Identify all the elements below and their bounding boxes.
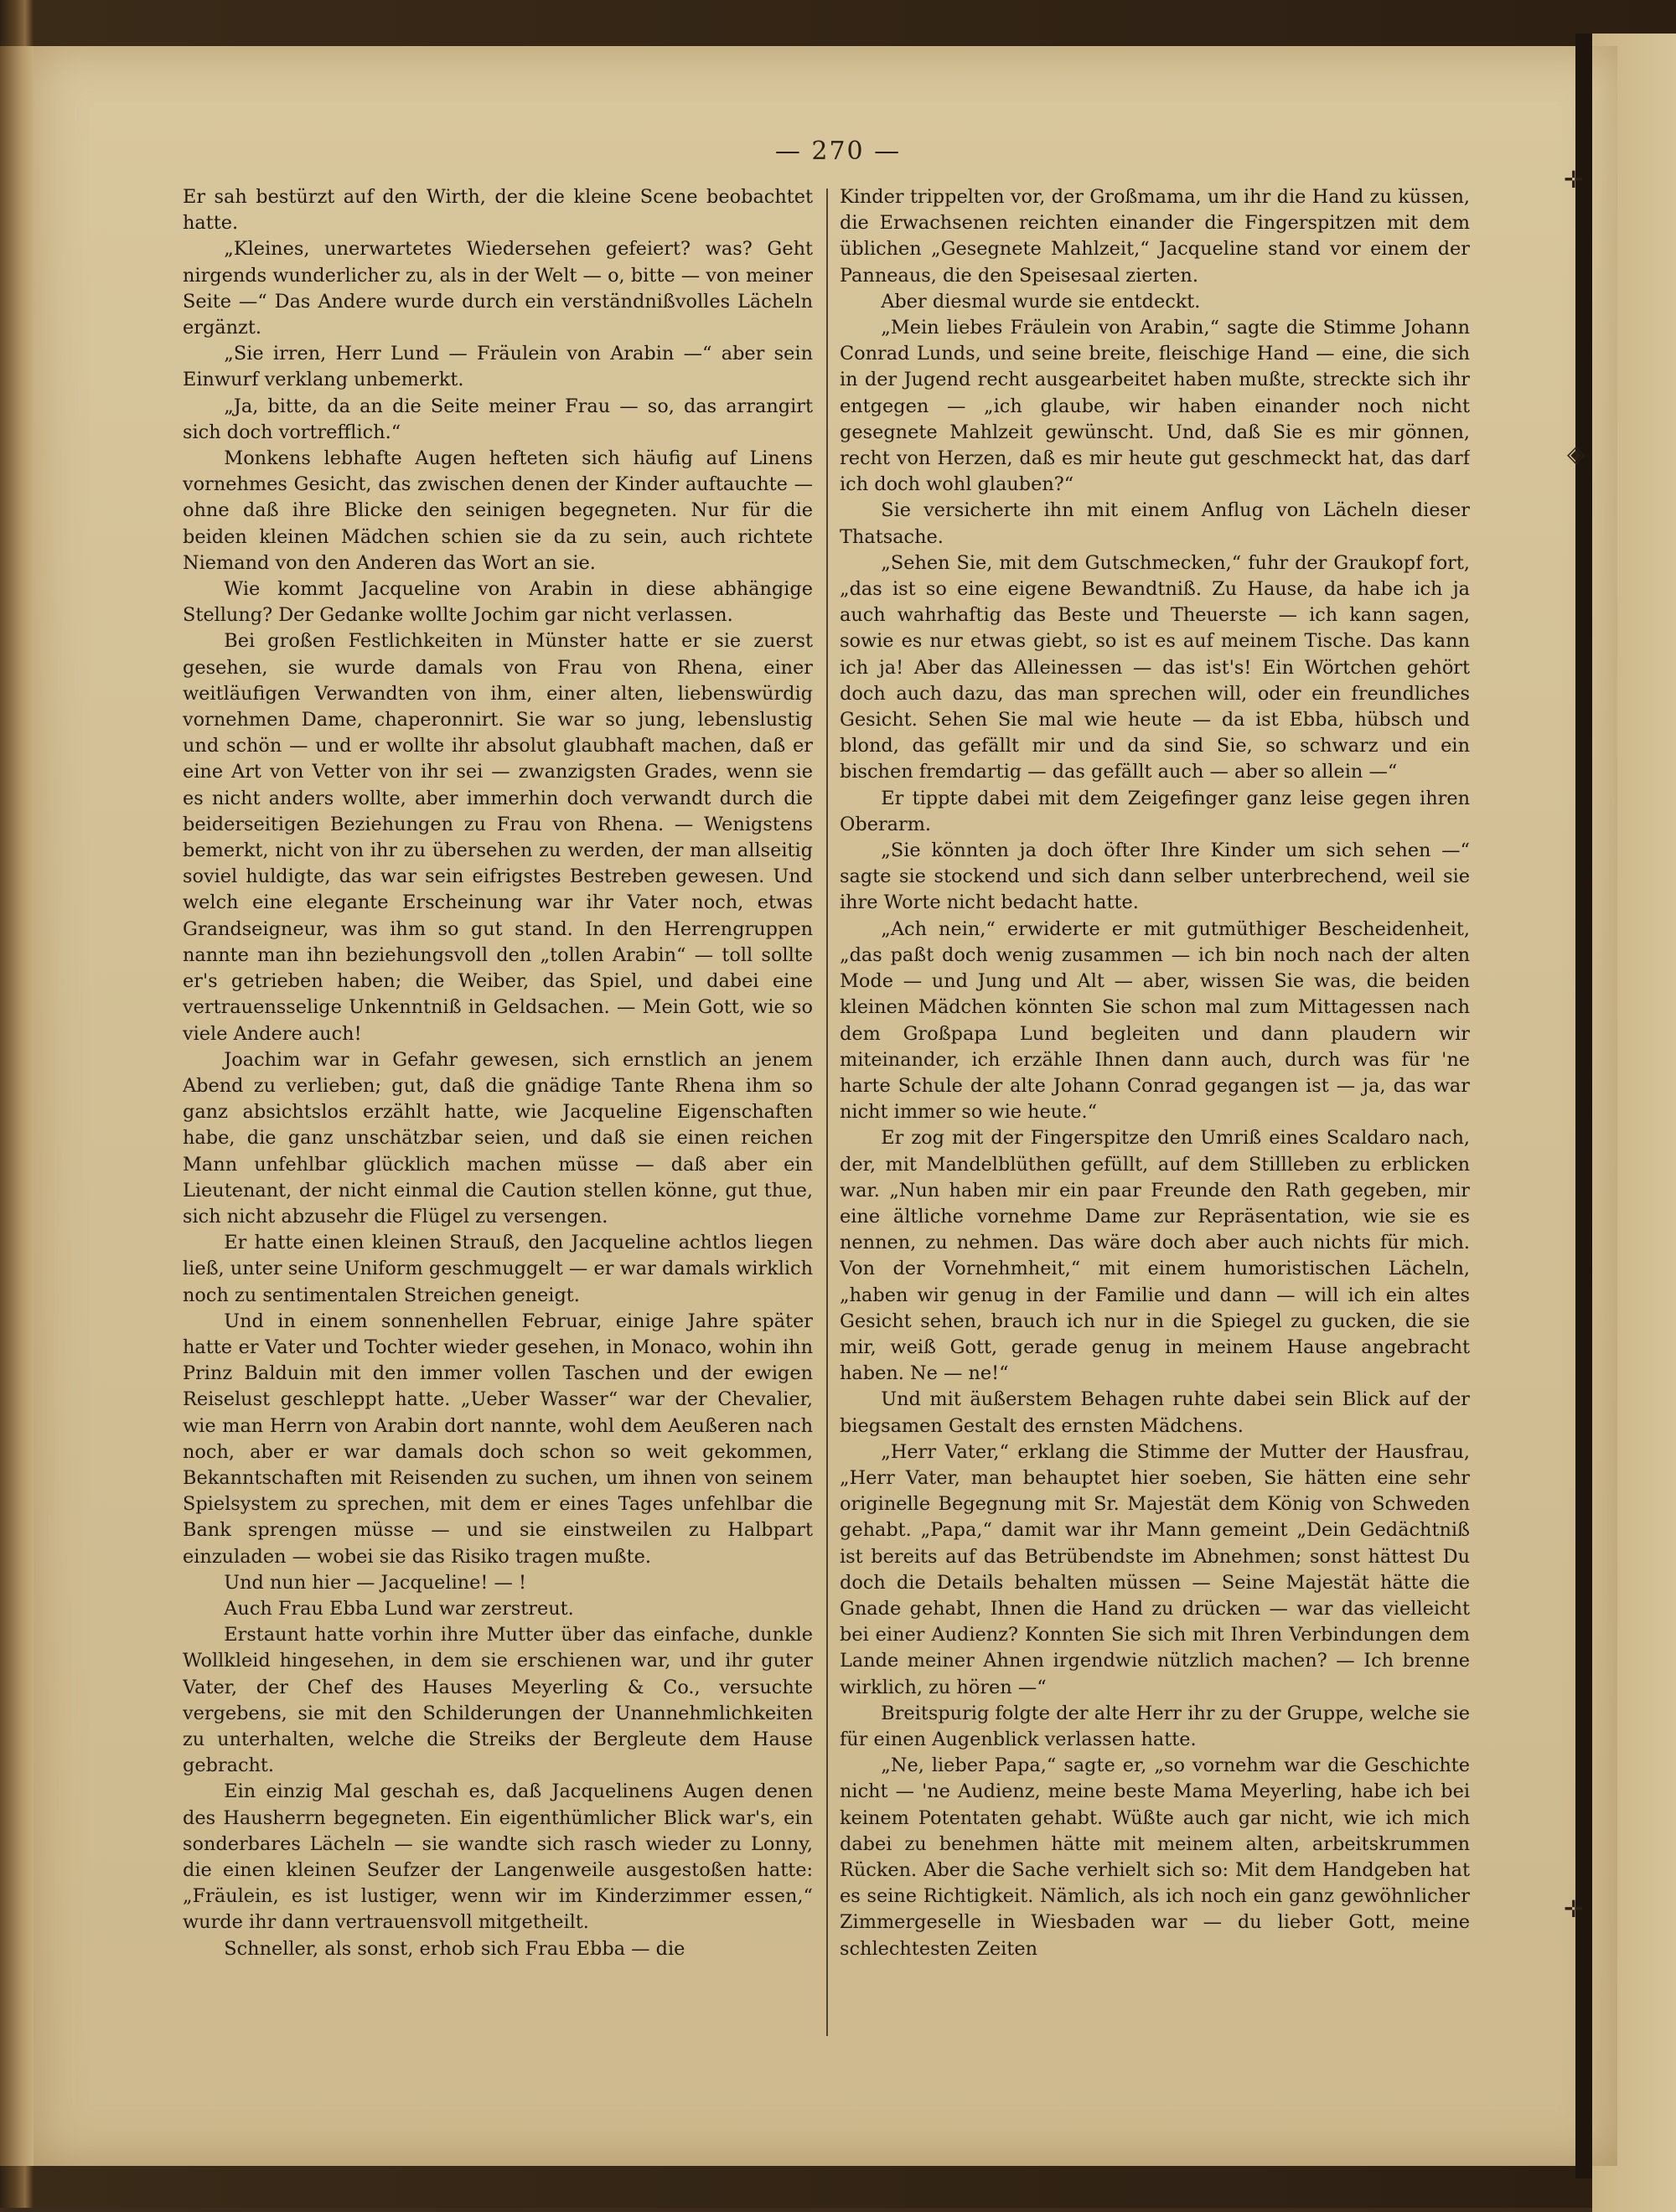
paragraph: Erstaunt hatte vorhin ihre Mutter über das einfache, dunkle Wollkleid hingesehen, in dem sie erschienen war, und ihr guter Vater, der Chef des Hauses Meyerling & Co., versuchte vergebens, sie mit den Schilderungen der Unannehmlichkeiten zu unterhalten, welche die Streiks der Bergleute dem Hause gebracht.: [183, 1624, 813, 1777]
paragraph: Sie versicherte ihn mit einem Anflug von Lächeln dieser Thatsache.: [840, 499, 1470, 548]
paragraph: Ein einzig Mal geschah es, daß Jacquelinens Augen denen des Hausherrn begegneten. Ein eigenthümlicher Blick war's, ein sonderbares Lächeln — sie wandte sich rasch wieder zu Lonny, die einen kleinen Seufzer der Langenweile ausgestoßen hatte: „Fräulein, es ist lustiger, wenn wir im Kinderzimmer essen,“ wurde ihr dann vertrauensvoll mitgetheilt.: [183, 1780, 813, 1934]
paragraph: „Herr Vater,“ erklang die Stimme der Mutter der Hausfrau, „Herr Vater, man behauptet hier soeben, Sie hätten eine sehr originelle Begegnung mit Sr. Majestät dem König von Schweden gehabt. „Papa,“ damit war ihr Mann gemeint „Dein Gedächtniß ist bereits auf das Betrübendste im Abnehmen; sonst hättest Du doch die Details behalten müssen — Seine Majestät hätte die Gnade gehabt, Ihnen die Hand zu drücken — war das vielleicht bei einer Audienz? Konnten Sie sich mit Ihren Verbindungen dem Lande meiner Ahnen irgendwie nützlich machen? — Ich brenne wirklich, zu hören —“: [840, 1440, 1470, 1698]
paragraph: Er hatte einen kleinen Strauß, den Jacqueline achtlos liegen ließ, unter seine Uniform geschmuggelt — er war damals wirklich noch zu sentimentalen Streichen geneigt.: [183, 1232, 813, 1306]
paragraph: „Sie könnten ja doch öfter Ihre Kinder um sich sehen —“ sagte sie stockend und sich dann selber unterbrechend, weil sie ihre Worte nicht bedacht hatte.: [840, 840, 1470, 914]
paragraph: „Ja, bitte, da an die Seite meiner Frau — so, das arrangirt sich doch vortrefflich.“: [183, 395, 813, 443]
paragraph: Und in einem sonnenhellen Februar, einige Jahre später hatte er Vater und Tochter wieder gesehen, in Monaco, wohin ihn Prinz Balduin mit den immer vollen Taschen und der ewigen Reiselust geschleppt hatte. „Ueber Wasser“ war der Chevalier, wie man Herrn von Arabin dort nannte, wohl dem Aeußeren nach noch, aber er war damals doch schon so weit gekommen, Bekanntschaften mit Reisenden zu suchen, um ihnen von seinem Spielsystem zu sprechen, mit dem er eines Tages unfehlbar die Bank sprengen müsse — und sie einstweilen zu Halbpart einzuladen — wobei sie das Risiko tragen mußte.: [183, 1310, 813, 1568]
paragraph: „Kleines, unerwartetes Wiedersehen gefeiert? was? Geht nirgends wunderlicher zu, als in der Welt — o, bitte — von meiner Seite —“ Das Andere wurde durch ein verständnißvolles Lächeln ergänzt.: [183, 238, 813, 339]
paragraph: Kinder trippelten vor, der Großmama, um ihr die Hand zu küssen, die Erwachsenen reichten einander die Fingerspitzen mit dem üblichen „Gesegnete Mahlzeit,“ Jacqueline stand vor einem der Panneaus, die den Speisesaal zierten.: [840, 186, 1470, 287]
paragraph: „Sie irren, Herr Lund — Fräulein von Arabin —“ aber sein Einwurf verklang unbemerkt.: [183, 343, 813, 391]
diamond-mark-icon: ◈: [1567, 440, 1585, 468]
paragraph: „Sehen Sie, mit dem Gutschmecken,“ fuhr der Graukopf fort, „das ist so eine eigene Bewandtniß. Zu Hause, da habe ich ja auch wahrhaftig das Beste und Theuerste — ich kann sagen, sowie es nur etwas giebt, so ist es auf meinem Tische. Das kann ich ja! Aber das Alleinessen — das ist's! Ein Wörtchen gehört doch auch dazu, das man sprechen will, oder ein freundliches Gesicht. Sehen Sie mal wie heute — da ist Ebba, hübsch und blond, das gefällt mir und da sind Sie, so schwarz und ein bischen fremdartig — das gefällt auch — aber so allein —“: [840, 551, 1470, 783]
paragraph: Und nun hier — Jacqueline! — !: [224, 1571, 527, 1594]
crosshair-mark-icon: ✛: [1564, 166, 1584, 194]
paragraph: „Mein liebes Fräulein von Arabin,“ sagte die Stimme Johann Conrad Lunds, und seine breite, fleischige Hand — eine, die sich in der Jugend recht ausgearbeitet haben mußte, streckte sich ihr entgegen — „ich glaube, wir haben einander noch nicht gesegnete Mahlzeit gewünscht. Und, daß Sie es mir gönnen, recht von Herzen, daß es mir heute gut geschmeckt hat, das darf ich doch wohl glauben?“: [840, 317, 1470, 496]
paragraph: Und mit äußerstem Behagen ruhte dabei sein Blick auf der biegsamen Gestalt des ernsten Mädchens.: [840, 1388, 1470, 1437]
paragraph: Bei großen Festlichkeiten in Münster hatte er sie zuerst gesehen, sie wurde damals von Frau von Rhena, einer weitläufigen Verwandten von ihm, einer alten, liebenswürdig vornehmen Dame, chaperonnirt. Sie war so jung, lebenslustig und schön — und er wollte ihr absolut glaubhaft machen, daß er eine Art von Vetter von ihr sei — zwanzigsten Grades, wenn sie es nicht anders wollte, aber immerhin doch verwandt durch die beiderseitigen Beziehungen zu Frau von Rhena. — Wenigstens bemerkt, nicht von ihr zu übersehen zu werden, der man allseitig soviel huldigte, das war sein eifrigstes Bestreben gewesen. Und welch eine elegante Erscheinung war ihr Vater noch, etwas Grandseigneur, was ihm so gut stand. In den Herrengruppen nannte man ihn beziehungsvoll den „tollen Arabin“ — toll sollte er's getrieben haben; die Weiber, das Spiel, und dabei eine vertrauensselige Unkenntniß in Geldsachen. — Mein Gott, wie so viele Andere auch!: [183, 630, 813, 1045]
left-column: [183, 184, 813, 2036]
book-spine: [0, 46, 37, 2166]
paragraph: Wie kommt Jacqueline von Arabin in diese abhängige Stellung? Der Gedanke wollte Jochim gar nicht verlassen.: [183, 578, 813, 627]
paragraph: Monkens lebhafte Augen hefteten sich häufig auf Linens vornehmes Gesicht, das zwischen denen der Kinder auftauchte — ohne daß ihre Blicke den seinigen begegneten. Nur für die beiden kleinen Mädchen schien sie da zu sein, auch richtete Niemand von den Anderen das Wort an sie.: [183, 447, 813, 574]
paragraph: Aber diesmal wurde sie entdeckt.: [881, 290, 1201, 313]
page-shadow-edge: [1575, 34, 1592, 2178]
paragraph: Schneller, als sonst, erhob sich Frau Ebba — die: [224, 1937, 685, 1960]
paragraph: Er sah bestürzt auf den Wirth, der die kleine Scene beobachtet hatte.: [183, 186, 813, 235]
column-divider: [826, 189, 828, 2036]
page-number: — 270 —: [774, 137, 902, 166]
paragraph: Er zog mit der Fingerspitze den Umriß eines Scaldaro nach, der, mit Mandelblüthen gefüllt, auf dem Stillleben zu erblicken war. „Nun haben mir ein paar Freunde den Rath gegeben, mir eine ältliche vornehme Dame zur Repräsentation, wie sie es nennen, zu nehmen. Das wäre doch aber auch nichts für mich. Von der Vornehmheit,“ mit einem humoristischen Lächeln, „haben wir genug in der Familie und dann — will ich ein altes Gesicht sehen, brauch ich nur in die Spiegel zu gucken, die sie mir, weiß Gott, gerade genug in meinem Hause angebracht haben. Ne — ne!“: [840, 1127, 1470, 1385]
crosshair-mark-icon: ✛: [1564, 1895, 1584, 1923]
paragraph: Er tippte dabei mit dem Zeigefinger ganz leise gegen ihren Oberarm.: [840, 787, 1470, 835]
paragraph: Breitspurig folgte der alte Herr ihr zu der Gruppe, welche sie für einen Augenblick verlassen hatte.: [840, 1702, 1470, 1750]
paragraph: Joachim war in Gefahr gewesen, sich ernstlich an jenem Abend zu verlieben; gut, daß die gnädige Tante Rhena ihm so ganz absichtslos erzählt hatte, wie Jacqueline Eigenschaften habe, die ganz unschätzbar seien, und daß sie einen reichen Mann unfehlbar glücklich machen müsse — daß aber ein Lieutenant, der nicht einmal die Caution stellen könne, gut thue, sich nicht abzusehr die Flügel zu versengen.: [183, 1048, 813, 1227]
paragraph: Auch Frau Ebba Lund war zerstreut.: [224, 1597, 574, 1620]
paragraph: „Ne, lieber Papa,“ sagte er, „so vornehm war die Geschichte nicht — 'ne Audienz, meine beste Mama Meyerling, habe ich bei keinem Potentaten gehabt. Wüßte auch gar nicht, wie ich mich dabei zu benehmen hätte mit meinem alten, arbeitskrummen Rücken. Aber die Sache verhielt sich so: Mit dem Handgeben hat es seine Richtigkeit. Nämlich, als ich noch ein ganz gewöhnlicher Zimmergeselle in Wiesbaden war — du lieber Gott, meine schlechtesten Zeiten: [840, 1755, 1470, 1960]
right-column: [840, 184, 1470, 2036]
paragraph: „Ach nein,“ erwiderte er mit gutmüthiger Bescheidenheit, „das paßt doch wenig zusammen — ich bin noch nach der alten Mode — und Jung und Alt — aber, wissen Sie was, die beiden kleinen Mädchen könnten Sie schon mal zum Mittagessen nach dem Großpapa Lund begleiten und dann plaudern wir miteinander, ich erzähle Ihnen dann auch, durch was für 'ne harte Schule der alte Johann Conrad gegangen ist — ja, das war nicht immer so wie heute.“: [840, 917, 1470, 1124]
